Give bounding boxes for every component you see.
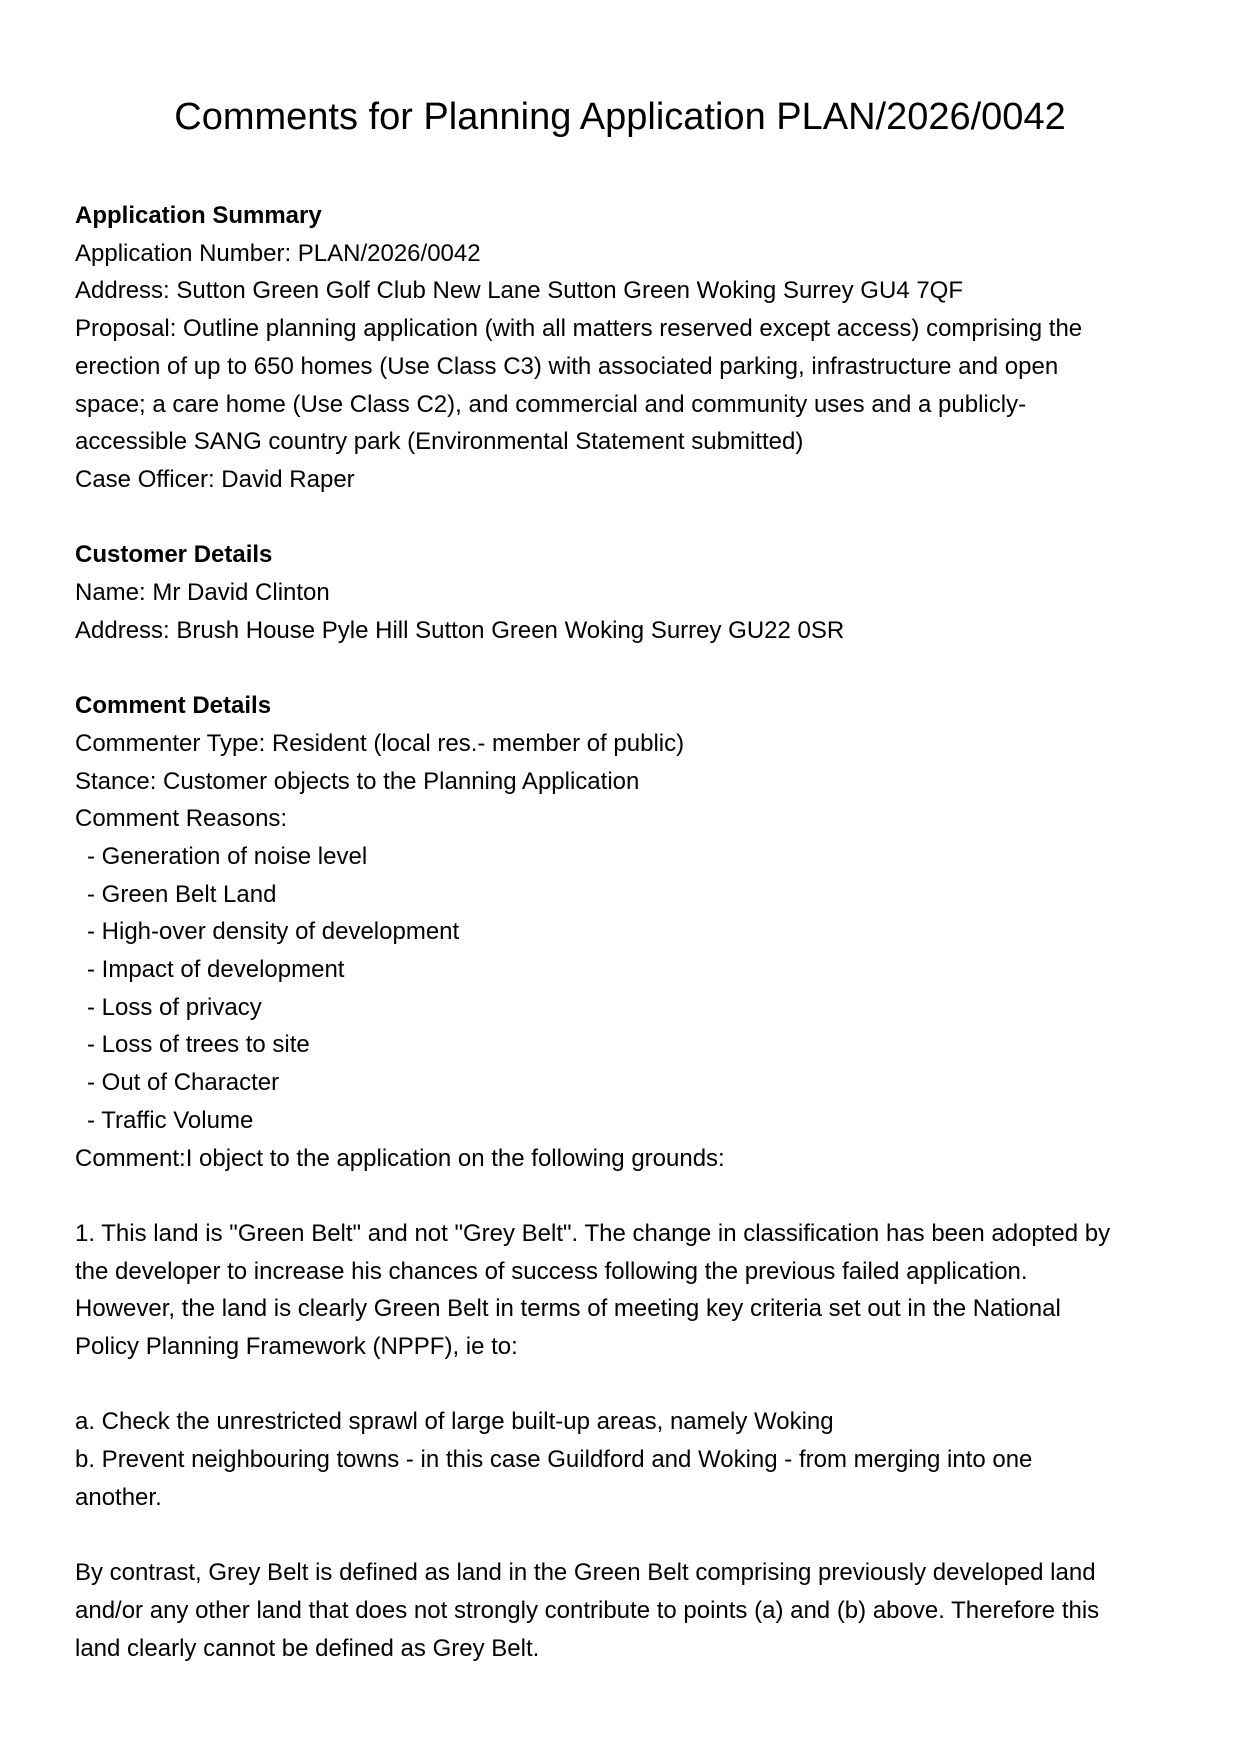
comment-reason-item: - Loss of privacy — [87, 993, 262, 1021]
application-summary-section — [75, 197, 1170, 499]
spacer — [75, 1366, 1170, 1404]
criteria-a: a. Check the unrestricted sprawl of large built-up areas, namely Woking — [75, 1408, 834, 1436]
proposal-line: erection of up to 650 homes (Use Class C3) with associated parking, infrastructure and open — [75, 352, 1059, 380]
customer-address: Address: Brush House Pyle Hill Sutton Green Woking Surrey GU22 0SR — [75, 616, 845, 644]
customer-details-heading: Customer Details — [75, 541, 273, 569]
spacer — [75, 649, 1170, 687]
comment-reason-item: - Impact of development — [87, 956, 345, 984]
point-1-line: the developer to increase his chances of success following the previous failed application. — [75, 1257, 1028, 1285]
customer-details-section — [75, 536, 1170, 649]
proposal-line: space; a care home (Use Class C2), and commercial and community uses and a publicly- — [75, 390, 1027, 418]
comment-reason-item: - Loss of trees to site — [87, 1031, 310, 1059]
comment-intro: Comment:I object to the application on the following grounds: — [75, 1144, 725, 1172]
spacer — [75, 1517, 1170, 1555]
contrast-line: and/or any other land that does not strongly contribute to points (a) and (b) above. Therefore this — [75, 1596, 1100, 1624]
point-1-line: However, the land is clearly Green Belt in terms of meeting key criteria set out in the National — [75, 1295, 1061, 1323]
customer-name: Name: Mr David Clinton — [75, 579, 330, 607]
stance: Stance: Customer objects to the Planning Application — [75, 767, 640, 795]
spacer — [75, 499, 1170, 537]
comment-details-section — [75, 687, 1170, 1667]
application-address: Address: Sutton Green Golf Club New Lane Sutton Green Woking Surrey GU4 7QF — [75, 277, 963, 305]
spacer — [75, 1177, 1170, 1215]
comment-details-heading: Comment Details — [75, 692, 272, 720]
comment-reason-item: - High-over density of development — [87, 918, 460, 946]
comment-reason-item: - Out of Character — [87, 1069, 280, 1097]
application-summary-heading: Application Summary — [75, 202, 322, 229]
case-officer: Case Officer: David Raper — [75, 465, 355, 493]
contrast-line: By contrast, Grey Belt is defined as land in the Green Belt comprising previously developed land — [75, 1559, 1096, 1587]
commenter-type: Commenter Type: Resident (local res.- member of public) — [75, 729, 685, 757]
application-number: Application Number: PLAN/2026/0042 — [75, 239, 481, 267]
criteria-b-line: b. Prevent neighbouring towns - in this case Guildford and Woking - from merging into one — [75, 1446, 1033, 1474]
comment-reason-item: - Traffic Volume — [87, 1106, 254, 1134]
comment-reasons-label: Comment Reasons: — [75, 805, 288, 833]
comment-reason-item: - Green Belt Land — [87, 880, 277, 908]
contrast-line: land clearly cannot be defined as Grey Belt. — [75, 1634, 540, 1662]
criteria-b-line: another. — [75, 1483, 162, 1511]
point-1-line: Policy Planning Framework (NPPF), ie to: — [75, 1333, 518, 1361]
comment-reason-item: - Generation of noise level — [87, 842, 368, 870]
document-body — [75, 197, 1170, 1667]
page-title: Comments for Planning Application PLAN/2026/0042 — [174, 96, 1066, 138]
proposal-line: Proposal: Outline planning application (with all matters reserved except access) comprising the — [75, 315, 1083, 343]
proposal-line: accessible SANG country park (Environmental Statement submitted) — [75, 428, 804, 456]
point-1-line: 1. This land is "Green Belt" and not "Grey Belt". The change in classification has been adopted by — [75, 1219, 1111, 1247]
